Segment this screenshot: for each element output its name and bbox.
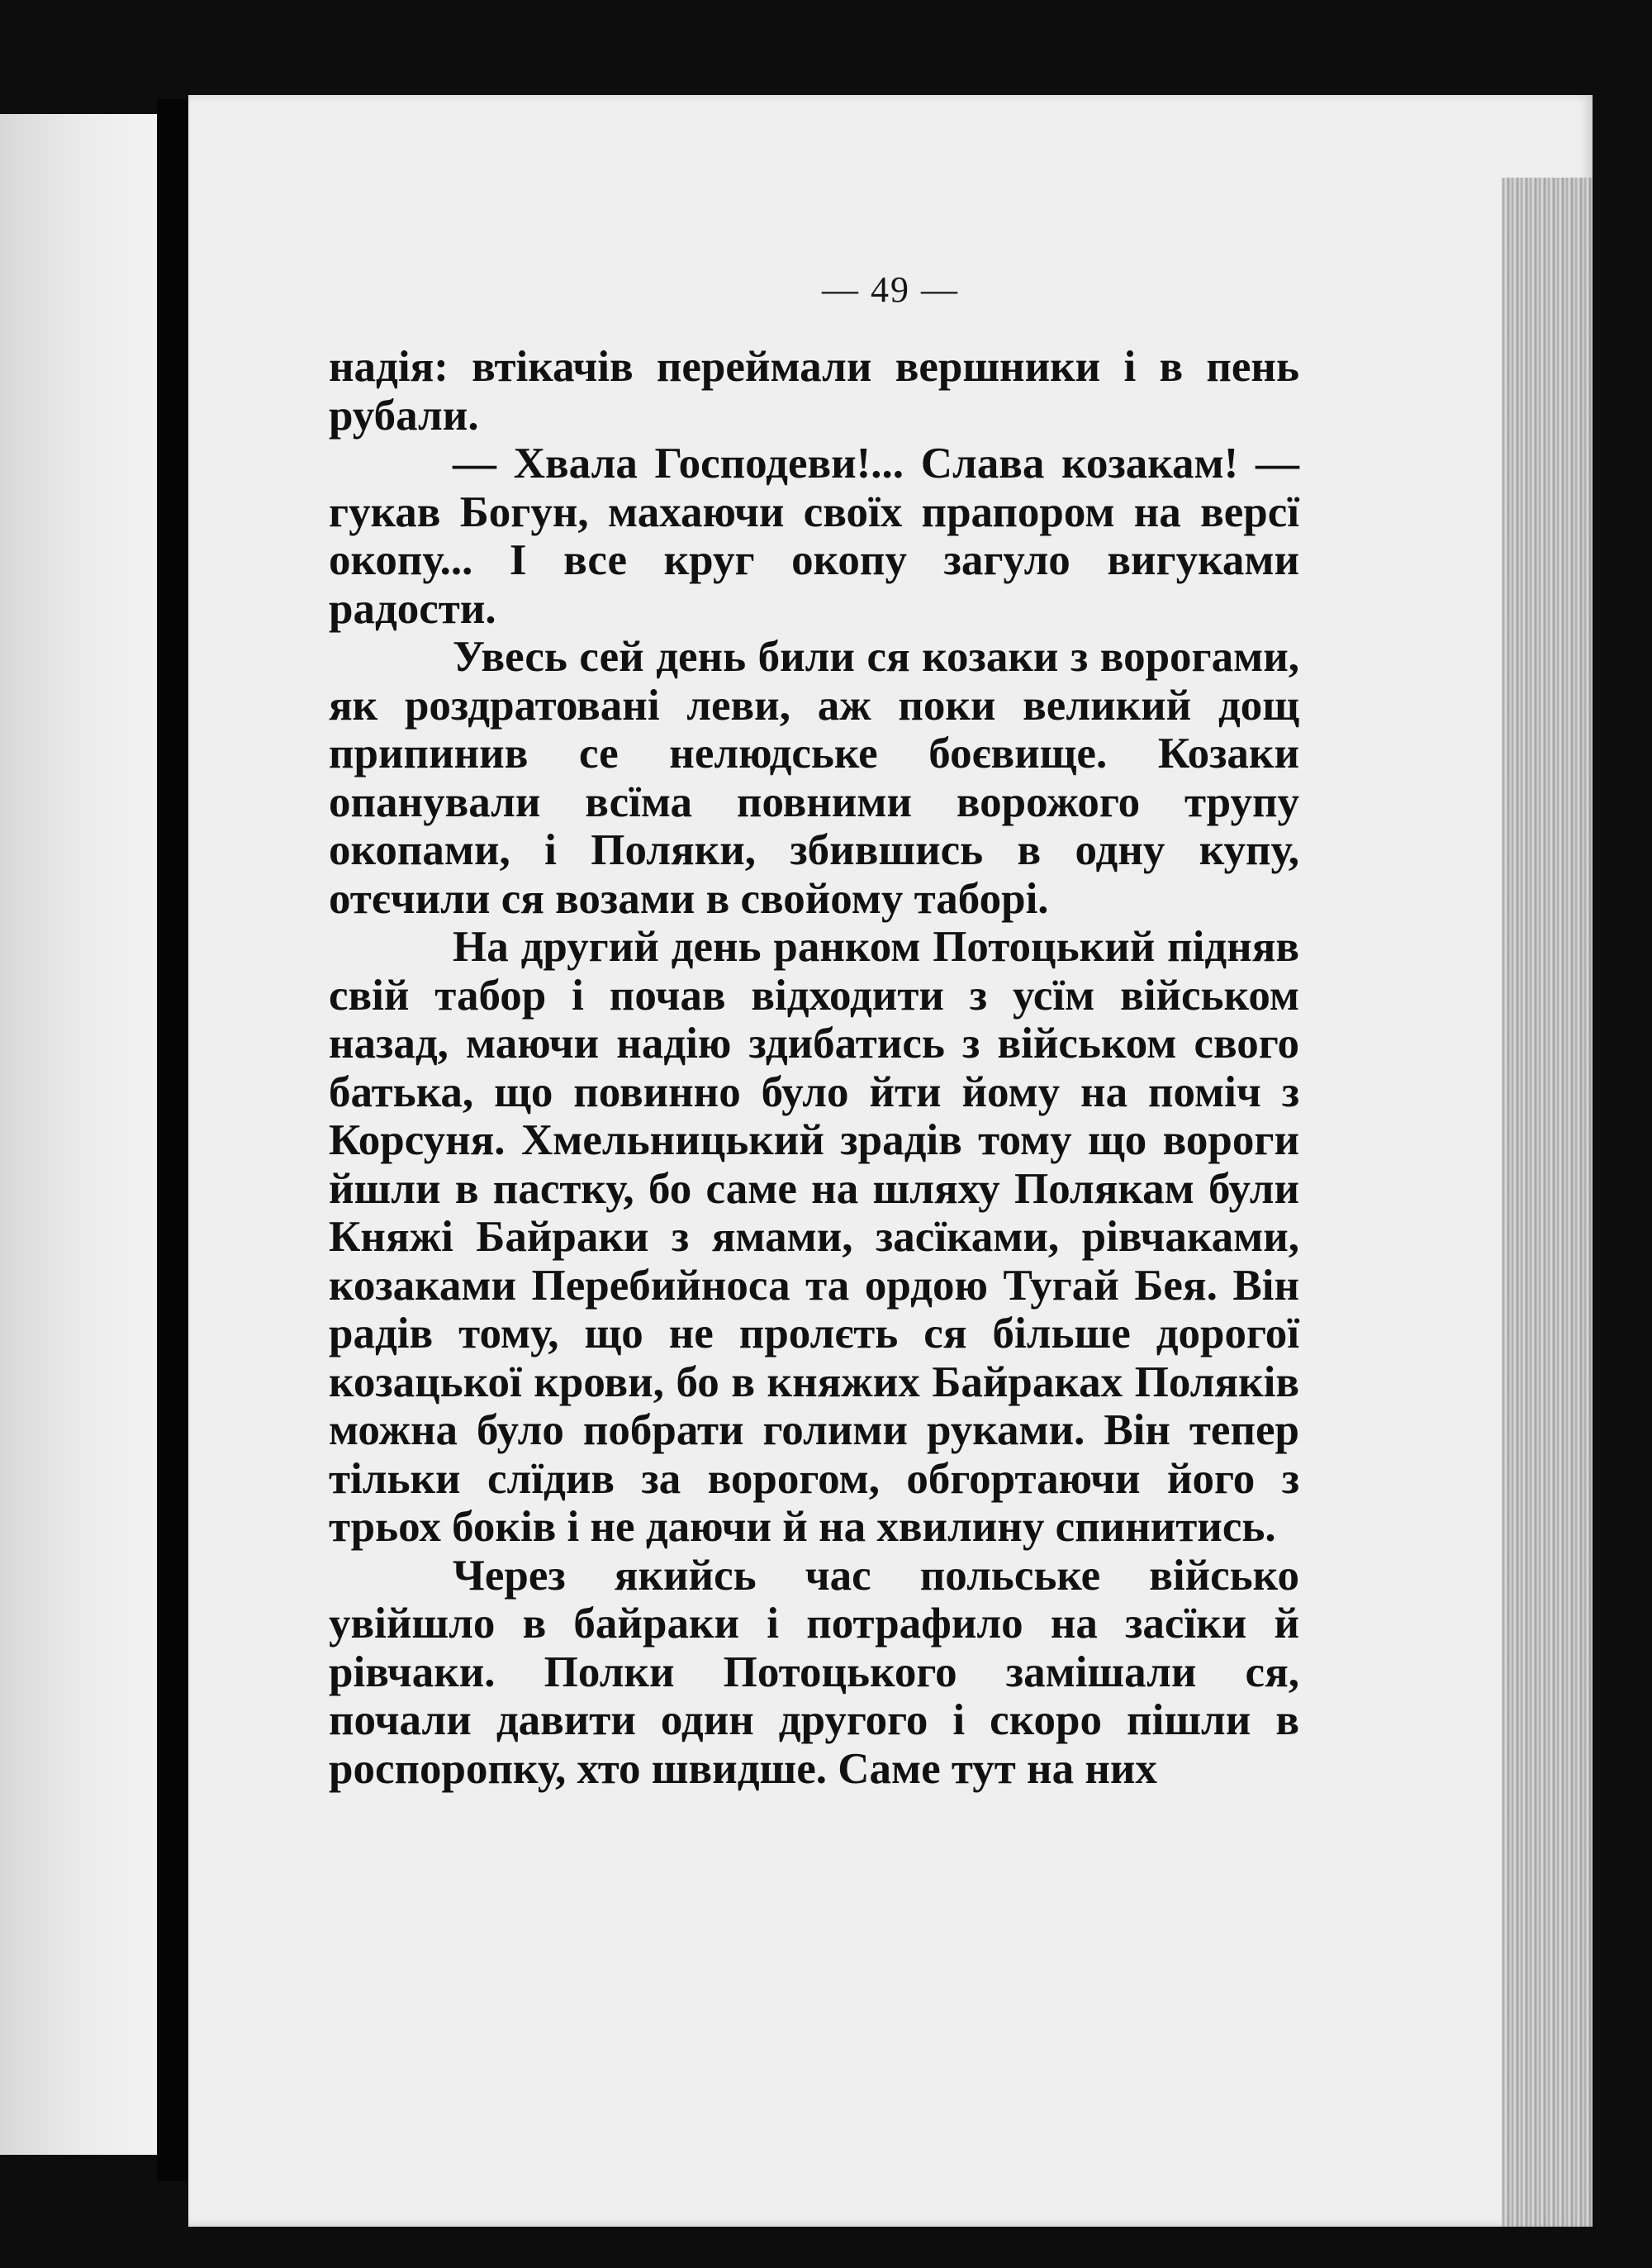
page-edge-right (1502, 178, 1593, 2227)
page-number: — 49 — (822, 269, 959, 310)
paragraph-2: — Хвала Господеви!... Слава козакам! — гукав Богун, махаючи своїх прапором на версї окопу... І все круг окопу загуло вигуками радости. (329, 440, 1299, 633)
paragraph-3: Увесь сей день били ся козаки з ворогами, як роздратовані леви, аж поки великий дощ припинив се нелюдське боєвище. Козаки опанували всїма повними ворожого трупу окопами, і Поляки, збившись в одну купу, отєчили ся возами в свойому таборі. (329, 633, 1299, 923)
book-page (188, 95, 1593, 2227)
book-spine (157, 99, 188, 2181)
paragraph-4: На другий день ранком Потоцький підняв свій табор і почав відходити з усїм військом назад, маючи надію здибатись з військом свого батька, що повинно було йти йому на поміч з Корсуня. Хмельницький зрадів тому що вороги йшли в пастку, бо саме на шляху Полякам були Княжі Байраки з ямами, засїками, рівчаками, козаками Перебийноса та ордою Тугай Бея. Він радів тому, що не пролєть ся більше дорогої козацької крови, бо в княжих Байраках Поляків можна було побрати голими руками. Він тепер тільки слїдив за ворогом, обгортаючи його з трьох боків і не даючи й на хвилину спинитись. (329, 923, 1299, 1551)
left-page-edge (0, 114, 157, 2155)
paragraph-1: надія: втікачів переймали вершники і в пень рубали. (329, 343, 1299, 440)
page-text (329, 343, 1299, 1793)
paragraph-5: Через якийсь час польське військо увійшло в байраки і потрафило на засїки й рівчаки. Полки Потоцького замішали ся, почали давити один другого і скоро пішли в роспоропку, хто швидше. Саме тут на них (329, 1551, 1299, 1793)
